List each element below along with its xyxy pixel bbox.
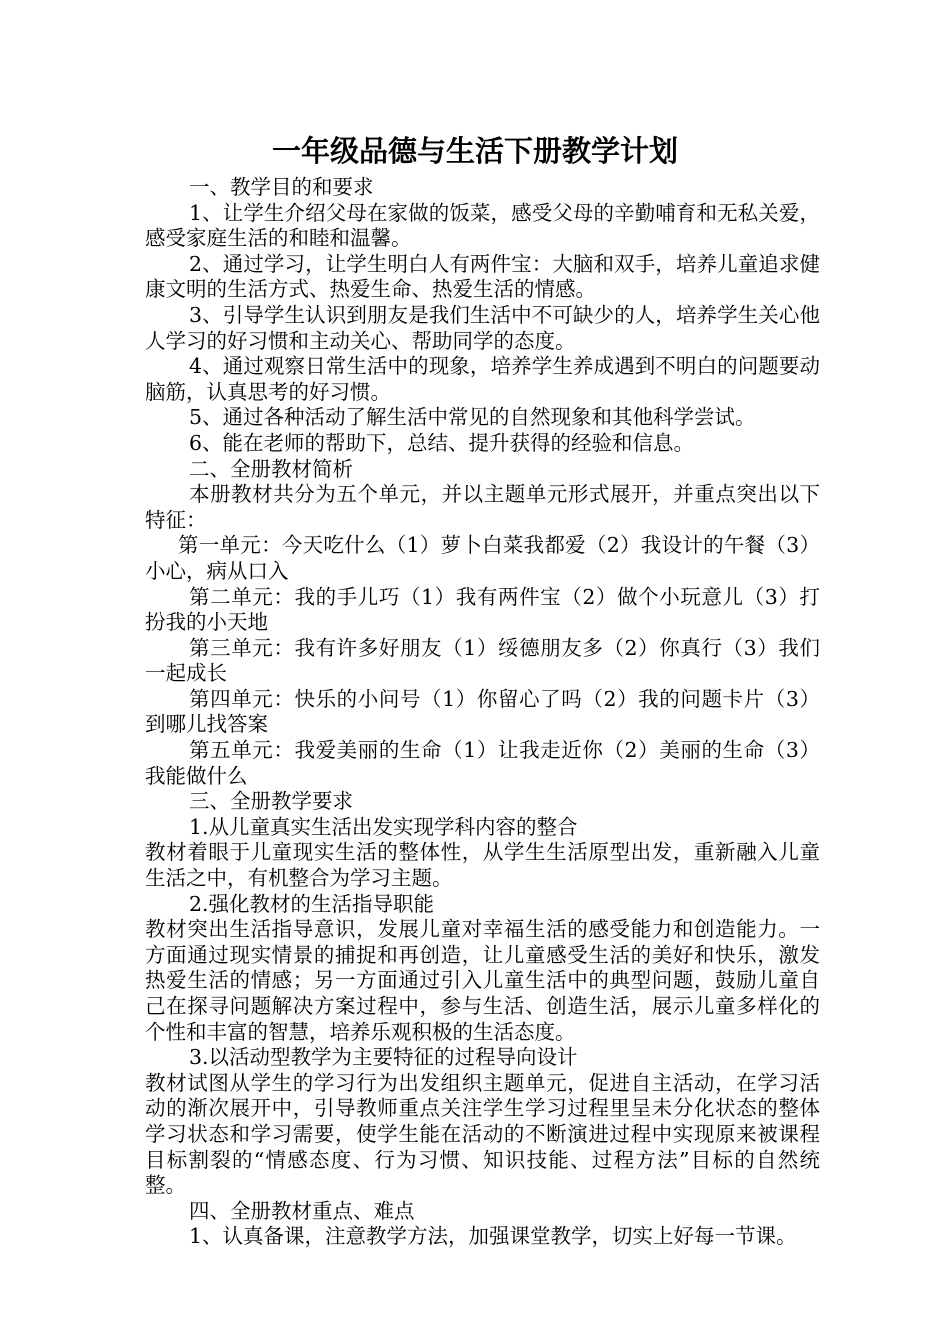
section-heading: 三、全册教学要求 — [189, 789, 353, 814]
paragraph: 4、通过观察日常生活中的现象，培养学生养成遇到不明白的问题要动脑筋，认真思考的好习惯。 — [145, 354, 820, 404]
paragraph: 1、让学生介绍父母在家做的饭菜，感受父母的辛勤哺育和无私关爱，感受家庭生活的和睦和温馨。 — [145, 200, 820, 251]
document-title: 一年级品德与生活下册教学计划 — [271, 134, 678, 168]
unit-item: 第二单元：我的手儿巧（1）我有两件宝（2）做个小玩意儿（3）打扮我的小天地 — [145, 584, 820, 635]
paragraph: 6、能在老师的帮助下，总结、提升获得的经验和信息。 — [189, 430, 695, 455]
paragraph: 3、引导学生认识到朋友是我们生活中不可缺少的人，培养学生关心他人学习的好习惯和主动关心、帮助同学的态度。 — [145, 302, 820, 353]
subheading: 3.以活动型教学为主要特征的过程导向设计 — [189, 1045, 578, 1070]
paragraph: 5、通过各种活动了解生活中常见的自然现象和其他科学尝试。 — [189, 405, 756, 430]
section-heading: 四、全册教材重点、难点 — [189, 1198, 415, 1223]
paragraph: 教材试图从学生的学习行为出发组织主题单元，促进自主活动，在学习活动的渐次展开中，引导教师重点关注学生学习过程里呈未分化状态的整体学习状态和学习需要，使学生能在活动的不断演进过程中实现原来被课程目标割裂的“情感态度、行为习惯、知识技能、过程方法”目标的自然统整。 — [145, 1070, 820, 1198]
section-heading: 一、教学目的和要求 — [189, 175, 374, 199]
paragraph: 教材突出生活指导意识，发展儿童对幸福生活的感受能力和创造能力。一方面通过现实情景的捕捉和再创造，让儿童感受生活的美好和快乐，激发热爱生活的情感；另一方面通过引入儿童生活中的典型问题，鼓励儿童自己在探寻问题解决方案过程中，参与生活、创造生活，展示儿童多样化的个性和丰富的智慧，培养乐观积极的生活态度。 — [145, 917, 820, 1044]
unit-item: 第五单元：我爱美丽的生命（1）让我走近你（2）美丽的生命（3）我能做什么 — [145, 738, 820, 788]
document-body — [145, 175, 820, 1250]
subheading: 2.强化教材的生活指导职能 — [189, 891, 435, 916]
subheading: 1.从儿童真实生活出发实现学科内容的整合 — [189, 814, 578, 839]
paragraph: 1、认真备课，注意教学方法，加强课堂教学，切实上好每一节课。 — [189, 1224, 797, 1249]
paragraph: 教材着眼于儿童现实生活的整体性，从学生生活原型出发，重新融入儿童生活之中，有机整合为学习主题。 — [145, 840, 820, 891]
paragraph: 2、通过学习，让学生明白人有两件宝：大脑和双手，培养儿童追求健康文明的生活方式、热爱生命、热爱生活的情感。 — [145, 251, 820, 302]
unit-item: 第三单元：我有许多好朋友（1）绥德朋友多（2）你真行（3）我们一起成长 — [145, 635, 820, 686]
unit-item: 第一单元：今天吃什么（1）萝卜白菜我都爱（2）我设计的午餐（3）小心，病从口入 — [145, 533, 820, 583]
paragraph: 本册教材共分为五个单元，并以主题单元形式展开，并重点突出以下特征： — [145, 482, 820, 532]
section-heading: 二、全册教材简析 — [189, 456, 353, 481]
unit-item: 第四单元：快乐的小问号（1）你留心了吗（2）我的问题卡片（3）到哪儿找答案 — [145, 686, 820, 737]
